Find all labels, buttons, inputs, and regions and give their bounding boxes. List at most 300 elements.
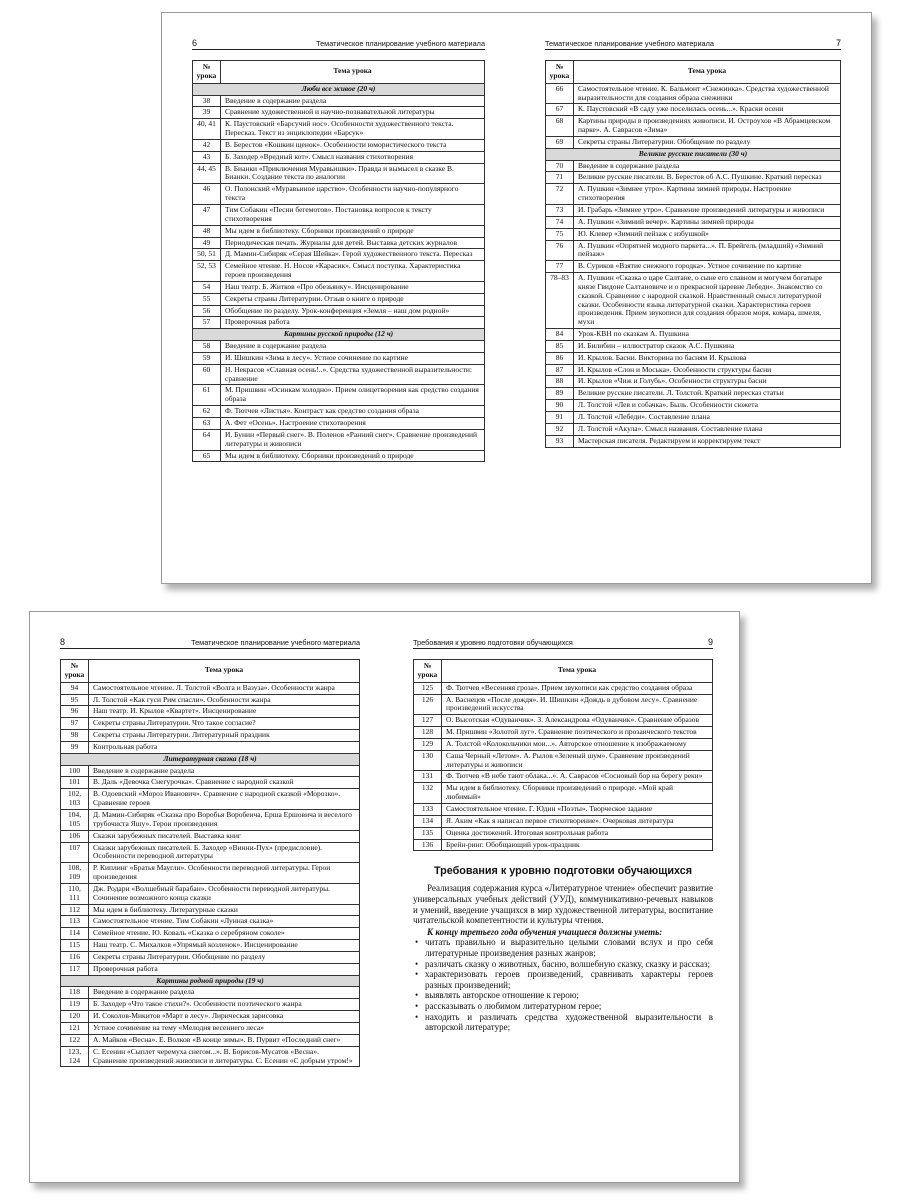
table-row	[61, 904, 360, 916]
lesson-topic: М. Пришвин «Золотой луг». Сравнение поэтического и прозаического текстов	[442, 727, 713, 739]
lesson-number: 133	[414, 803, 442, 815]
lesson-topic: Секреты страны Литературии. Обобщение по разделу	[574, 136, 841, 148]
table-row	[193, 225, 485, 237]
lesson-topic: Секреты страны Литературии. Обобщение по разделу	[89, 951, 360, 963]
lesson-number: 57	[193, 317, 221, 329]
table-row	[546, 329, 841, 341]
table-row	[61, 987, 360, 999]
lesson-number: 130	[414, 750, 442, 771]
lesson-topic: Контрольная работа	[89, 741, 360, 753]
lesson-topic: А. Толстой «Колокольчики мои...». Авторское отношение к изображаемому	[442, 738, 713, 750]
table-row	[546, 184, 841, 205]
lesson-number: 72	[546, 184, 574, 205]
section-header-row	[546, 148, 841, 160]
table-row	[61, 830, 360, 842]
table-row	[61, 789, 360, 810]
lesson-number: 48	[193, 225, 221, 237]
table-row	[546, 204, 841, 216]
lesson-number: 127	[414, 715, 442, 727]
col-header-topic: Тема урока	[89, 660, 360, 683]
col-header-topic: Тема урока	[574, 61, 841, 84]
lesson-number: 89	[546, 388, 574, 400]
lesson-number: 54	[193, 281, 221, 293]
table-row	[193, 139, 485, 151]
table-row	[414, 783, 713, 804]
lesson-topic: Введение в содержание раздела	[89, 765, 360, 777]
lesson-topic: Я. Аким «Как я написал первое стихотворение». Очерковая литература	[442, 815, 713, 827]
lesson-number: 65	[193, 450, 221, 462]
lesson-number: 59	[193, 352, 221, 364]
lesson-topic: Оценка достижений. Итоговая контрольная работа	[442, 827, 713, 839]
lesson-number: 64	[193, 429, 221, 450]
lesson-topic: Мы идем в библиотеку. Сборники произведений о природе. «Мой край любимый»	[442, 783, 713, 804]
lesson-topic: Секреты страны Литературии. Литературный праздник	[89, 730, 360, 742]
lesson-topic: О. Высотская «Одуванчик». З. Александрова «Одуванчик». Сравнение образов	[442, 715, 713, 727]
page-header	[60, 638, 360, 649]
lesson-topic: Введение в содержание раздела	[574, 160, 841, 172]
lesson-topic: А. Пушкин «Опрятней модного паркета...». П. Брейгель (младший) «Зимний пейзаж»	[574, 240, 841, 261]
table-row	[193, 261, 485, 282]
table-row	[546, 172, 841, 184]
book-spread-pages-6-7	[161, 12, 872, 584]
table-row	[61, 730, 360, 742]
table-row	[546, 364, 841, 376]
lesson-number: 126	[414, 694, 442, 715]
lesson-number: 70	[546, 160, 574, 172]
lesson-topic: И. Бунин «Первый снег». В. Поленов «Ранний снег». Сравнение произведений литературы и живописи	[221, 429, 485, 450]
table-row	[546, 83, 841, 104]
lesson-topic: Самостоятельное чтение. К. Бальмонт «Снежинка». Средства художественной выразительности для создания образа снежинки	[574, 83, 841, 104]
lesson-topic: В. Даль «Девочка Снегурочка». Сравнение с народной сказкой	[89, 777, 360, 789]
lesson-topic: К. Паустовский «Барсучий нос». Особенности художественного текста. Пересказ. Текст из энциклопедии «Барсук»	[221, 119, 485, 140]
lesson-number: 99	[61, 741, 89, 753]
lesson-topic: Самостоятельное чтение. Г. Юдин «Поэты». Творческое задание	[442, 803, 713, 815]
lesson-topic: Л. Толстой «Как гуси Рим спасли». Особенности жанра	[89, 694, 360, 706]
lesson-number: 117	[61, 963, 89, 975]
table-row	[414, 682, 713, 694]
lesson-number: 110, 111	[61, 883, 89, 904]
lesson-number: 107	[61, 842, 89, 863]
table-row	[414, 815, 713, 827]
lesson-topic: А. Фет «Осень». Настроение стихотворения	[221, 418, 485, 430]
lesson-topic: Л. Толстой «Лебеди». Составление плана	[574, 412, 841, 424]
section-title: Картины родной природы (19 ч)	[61, 975, 360, 987]
lesson-topic: А. Пушкин «Зимний вечер». Картины зимней природы	[574, 216, 841, 228]
table-row	[61, 928, 360, 940]
lesson-plan-table	[545, 60, 841, 448]
lesson-number: 49	[193, 237, 221, 249]
lesson-topic: А. Пушкин «Зимнее утро». Картины зимней природы. Настроение стихотворения	[574, 184, 841, 205]
lesson-plan-table	[60, 659, 360, 1067]
skills-list-item: • рассказывать о любимом литературном герое;	[413, 1001, 713, 1012]
lesson-number: 131	[414, 771, 442, 783]
lesson-number: 71	[546, 172, 574, 184]
table-row	[546, 240, 841, 261]
page-8	[60, 638, 360, 1067]
table-row	[546, 273, 841, 329]
table-row	[546, 104, 841, 116]
lesson-number: 101	[61, 777, 89, 789]
table-row	[61, 863, 360, 884]
lesson-number: 119	[61, 999, 89, 1011]
lesson-number: 129	[414, 738, 442, 750]
lesson-number: 98	[61, 730, 89, 742]
lesson-topic: И. Шишкин «Зима в лесу». Устное сочинение по картине	[221, 352, 485, 364]
table-row	[546, 400, 841, 412]
lesson-topic: И. Крылов. Басни. Викторина по басням И. Крылова	[574, 352, 841, 364]
lesson-number: 62	[193, 406, 221, 418]
table-row	[414, 771, 713, 783]
lesson-topic: Введение в содержание раздела	[221, 341, 485, 353]
lesson-number: 115	[61, 940, 89, 952]
lesson-topic: С. Есенин «Сыплет черемуха снегом...». В. Борисов-Мусатов «Весна». Сравнение произведений живописи и литературы. С. Есенин «С добрым утром!»	[89, 1046, 360, 1067]
lesson-number: 44, 45	[193, 163, 221, 184]
page-header	[192, 39, 485, 50]
lesson-topic: И. Соколов-Микитов «Март в лесу». Лирическая зарисовка	[89, 1011, 360, 1023]
lesson-topic: Великие русские писатели. В. Берестов об А.С. Пушкине. Краткий пересказ	[574, 172, 841, 184]
lesson-topic: А. Майков «Весна». Е. Волков «В конце зимы». В. Пурвит «Последний снег»	[89, 1034, 360, 1046]
lesson-number: 85	[546, 340, 574, 352]
table-row	[61, 940, 360, 952]
section-title: Литературная сказка (18 ч)	[61, 753, 360, 765]
skills-list-item: • различать сказку о животных, басню, волшебную сказку, сказку и рассказ;	[413, 959, 713, 970]
table-row	[61, 777, 360, 789]
lesson-number: 87	[546, 364, 574, 376]
lesson-topic: Периодическая печать. Журналы для детей. Выставка детских журналов	[221, 237, 485, 249]
lesson-topic: И. Крылов «Слон и Моська». Особенности структуры басни	[574, 364, 841, 376]
lesson-number: 104, 105	[61, 809, 89, 830]
lesson-number: 113	[61, 916, 89, 928]
table-row	[546, 412, 841, 424]
lesson-number: 102, 103	[61, 789, 89, 810]
section-title: Люби все живое (20 ч)	[193, 83, 485, 95]
lesson-number: 43	[193, 151, 221, 163]
table-row	[61, 951, 360, 963]
col-header-lesson-number: № урока	[61, 660, 89, 683]
table-row	[546, 116, 841, 137]
lesson-number: 92	[546, 423, 574, 435]
lesson-number: 106	[61, 830, 89, 842]
table-row	[193, 317, 485, 329]
lesson-number: 74	[546, 216, 574, 228]
table-row	[546, 352, 841, 364]
col-header-lesson-number: № урока	[546, 61, 574, 84]
lesson-topic: В. Суриков «Взятие снежного городка». Устное сочинение по картине	[574, 261, 841, 273]
lesson-topic: Семейное чтение. Н. Носов «Карасик». Смысл поступка. Характеристика героев произведения	[221, 261, 485, 282]
lesson-topic: Наш театр. С. Михалков «Упрямый козленок». Инсценирование	[89, 940, 360, 952]
lesson-number: 96	[61, 706, 89, 718]
lesson-topic: Наш театр. И. Крылов «Квартет». Инсценирование	[89, 706, 360, 718]
table-row	[546, 228, 841, 240]
lesson-number: 69	[546, 136, 574, 148]
table-row	[61, 682, 360, 694]
lesson-number: 60	[193, 364, 221, 385]
lesson-number: 58	[193, 341, 221, 353]
lesson-number: 73	[546, 204, 574, 216]
lesson-topic: Л. Толстой «Лев и собачка». Быль. Особенности сюжета	[574, 400, 841, 412]
lesson-number: 120	[61, 1011, 89, 1023]
table-row	[193, 119, 485, 140]
lesson-topic: В. Одоевский «Мороз Иванович». Сравнение с народной сказкой «Морозко». Сравнение героев	[89, 789, 360, 810]
lesson-number: 132	[414, 783, 442, 804]
table-row	[61, 1046, 360, 1067]
table-row	[61, 842, 360, 863]
lesson-number: 55	[193, 293, 221, 305]
table-row	[193, 95, 485, 107]
lesson-number: 114	[61, 928, 89, 940]
lesson-number: 61	[193, 385, 221, 406]
lesson-topic: Обобщение по разделу. Урок-конференция «Земля – наш дом родной»	[221, 305, 485, 317]
lesson-topic: Сравнение художественной и научно-познавательной литературы	[221, 107, 485, 119]
lesson-topic: Л. Толстой «Акула». Смысл названия. Составление плана	[574, 423, 841, 435]
running-title: Тематическое планирование учебного материала	[191, 638, 360, 647]
page-header	[545, 39, 841, 50]
table-row	[193, 406, 485, 418]
lesson-topic: Великие русские писатели. Л. Толстой. Краткий пересказ статьи	[574, 388, 841, 400]
table-row	[546, 435, 841, 447]
table-row	[546, 340, 841, 352]
table-row	[193, 305, 485, 317]
table-row	[61, 1011, 360, 1023]
lesson-topic: В. Берестов «Кошкин щенок». Особенности юмористического текста	[221, 139, 485, 151]
running-title: Тематическое планирование учебного материала	[316, 39, 485, 48]
lesson-number: 95	[61, 694, 89, 706]
lesson-topic: Картины природы в произведениях живописи. И. Остроухов «В Абрамцевском парке». А. Саврасов «Зима»	[574, 116, 841, 137]
lesson-number: 123, 124	[61, 1046, 89, 1067]
lesson-number: 75	[546, 228, 574, 240]
lesson-number: 84	[546, 329, 574, 341]
lesson-topic: Секреты страны Литературии. Что такое согласие?	[89, 718, 360, 730]
table-row	[193, 418, 485, 430]
table-row	[193, 352, 485, 364]
col-header-topic: Тема урока	[221, 61, 485, 84]
skills-list-item: • читать правильно и выразительно целыми словами вслух и про себя литературные произведения разных жанров;	[413, 937, 713, 958]
lesson-number: 134	[414, 815, 442, 827]
table-row	[61, 1034, 360, 1046]
table-row	[61, 916, 360, 928]
table-row	[414, 738, 713, 750]
table-row	[193, 341, 485, 353]
table-row	[61, 765, 360, 777]
page-header	[413, 638, 713, 649]
lesson-topic: Сказки зарубежных писателей. Выставка книг	[89, 830, 360, 842]
section-header-row	[193, 83, 485, 95]
table-row	[414, 827, 713, 839]
table-row	[193, 385, 485, 406]
table-row	[193, 293, 485, 305]
lesson-topic: Д. Мамин-Сибиряк «Сказка про Воробья Воробеича, Ерша Ершовича и веселого трубочиста Яшу». Герои произведения	[89, 809, 360, 830]
lesson-topic: Введение в содержание раздела	[89, 987, 360, 999]
lesson-topic: Р. Киплинг «Братья Маугли». Особенности переводной литературы. Герои произведения	[89, 863, 360, 884]
table-row	[193, 429, 485, 450]
table-row	[61, 809, 360, 830]
lesson-number: 68	[546, 116, 574, 137]
lesson-number: 135	[414, 827, 442, 839]
table-row	[193, 237, 485, 249]
table-row	[61, 694, 360, 706]
table-row	[414, 727, 713, 739]
lesson-topic: А. Пушкин «Сказка о царе Салтане, о сыне его славном и могучем богатыре князе Гвидоне Салтановиче и о прекрасной царевне Лебеди». Знакомство со сказкой. Сравнение с народной сказкой. Нравственный смысл литературной сказки. Особенности языка литературной сказки. Характеристика героев произведения. Прием звукописи для создания образов моря, комара, шмеля, мухи	[574, 273, 841, 329]
book-spread-pages-8-9	[29, 611, 740, 1183]
page-6	[192, 39, 485, 462]
skills-list-item: • выявлять авторское отношение к герою;	[413, 990, 713, 1001]
lesson-number: 100	[61, 765, 89, 777]
table-row	[546, 388, 841, 400]
section-header-row	[61, 753, 360, 765]
table-row	[193, 184, 485, 205]
skills-list-item: • характеризовать героев произведений, сравнивать характеры героев разных произведений;	[413, 969, 713, 990]
table-row	[193, 281, 485, 293]
lesson-number: 77	[546, 261, 574, 273]
page-number: 6	[192, 38, 198, 48]
section-header-row	[193, 329, 485, 341]
lesson-number: 39	[193, 107, 221, 119]
lesson-number: 76	[546, 240, 574, 261]
table-row	[61, 741, 360, 753]
lesson-topic: Ю. Клевер «Зимний пейзаж с избушкой»	[574, 228, 841, 240]
table-row	[61, 883, 360, 904]
lesson-topic: Ф. Тютчев «Весенняя гроза». Прием звукописи как средство создания образа	[442, 682, 713, 694]
lesson-topic: И. Билибин – иллюстратор сказок А.С. Пушкина	[574, 340, 841, 352]
table-row	[193, 364, 485, 385]
lesson-number: 50, 51	[193, 249, 221, 261]
lesson-topic: Н. Некрасов «Славная осень!..». Средства художественной выразительности: сравнение	[221, 364, 485, 385]
lesson-number: 112	[61, 904, 89, 916]
lesson-number: 108, 109	[61, 863, 89, 884]
lesson-topic: Наш театр. Б. Житков «Про обезьянку». Инсценирование	[221, 281, 485, 293]
lesson-number: 40, 41	[193, 119, 221, 140]
table-row	[414, 803, 713, 815]
lesson-topic: И. Грабарь «Зимнее утро». Сравнение произведений литературы и живописи	[574, 204, 841, 216]
page-7	[545, 39, 841, 448]
lesson-topic: М. Пришвин «Осинкам холодно». Прием олицетворения как средство создания образа	[221, 385, 485, 406]
lesson-topic: Семейное чтение. Ю. Коваль «Сказка о серебряном соколе»	[89, 928, 360, 940]
lesson-topic: Мы идем в библиотеку. Сборники произведений о природе	[221, 225, 485, 237]
lesson-topic: Ф. Тютчев «Листья». Контраст как средство создания образа	[221, 406, 485, 418]
table-row	[193, 107, 485, 119]
lesson-number: 90	[546, 400, 574, 412]
table-row	[61, 1023, 360, 1035]
table-row	[193, 450, 485, 462]
lesson-topic: Введение в содержание раздела	[221, 95, 485, 107]
table-row	[61, 999, 360, 1011]
running-title: Требования к уровню подготовки обучающихся	[413, 638, 573, 647]
table-row	[414, 694, 713, 715]
table-row	[414, 750, 713, 771]
lesson-topic: Секреты страны Литературии. Отзыв о книге о природе	[221, 293, 485, 305]
table-row	[546, 160, 841, 172]
lesson-number: 67	[546, 104, 574, 116]
lesson-topic: Дж. Родари «Волшебный барабан». Особенности переводной литературы. Сочинение возможного конца сказки	[89, 883, 360, 904]
table-row	[414, 839, 713, 851]
lesson-number: 52, 53	[193, 261, 221, 282]
skills-subheading: К концу третьего года обучения учащиеся должны уметь:	[427, 926, 663, 937]
lesson-topic: О. Полонский «Муравьиное царство». Особенности научно-популярного текста	[221, 184, 485, 205]
table-row	[546, 216, 841, 228]
lesson-topic: Д. Мамин-Сибиряк «Серая Шейка». Герой художественного текста. Пересказ	[221, 249, 485, 261]
section-header-row	[61, 975, 360, 987]
table-row	[414, 715, 713, 727]
page-number: 8	[60, 637, 66, 647]
lesson-topic: Брейн-ринг. Обобщающий урок-праздник	[442, 839, 713, 851]
lesson-topic: Устное сочинение на тему «Мелодия весеннего леса»	[89, 1023, 360, 1035]
lesson-topic: Мастерская писателя. Редактируем и корректируем текст	[574, 435, 841, 447]
section-heading: Требования к уровню подготовки обучающихся	[433, 865, 693, 878]
col-header-lesson-number: № урока	[414, 660, 442, 683]
lesson-topic: Самостоятельное чтение. Тим Собакин «Лунная сказка»	[89, 916, 360, 928]
lesson-number: 86	[546, 352, 574, 364]
table-row	[546, 136, 841, 148]
intro-paragraph: Реализация содержания курса «Литературное чтение» обеспечит развитие универсальных учебных действий (УУД), коммуникативно-речевых навыков и умений, введение учащихся в мир художественной литературы, воспитание читательской компетентности и культуры чтения.	[413, 883, 713, 926]
page-number: 9	[707, 637, 713, 647]
lesson-topic: И. Крылов «Чиж и Голубь». Особенности структуры басни	[574, 376, 841, 388]
lesson-number: 125	[414, 682, 442, 694]
lesson-topic: Б. Заходер «Вредный кот». Смысл названия стихотворения	[221, 151, 485, 163]
skills-list	[413, 937, 713, 1032]
lesson-topic: Б. Заходер «Что такое стихи?». Особенности поэтического жанра	[89, 999, 360, 1011]
table-row	[193, 204, 485, 225]
lesson-topic: Тим Собакин «Песни бегемотов». Постановка вопросов к тексту стихотворения	[221, 204, 485, 225]
lesson-number: 47	[193, 204, 221, 225]
lesson-topic: Проверочная работа	[89, 963, 360, 975]
col-header-lesson-number: № урока	[193, 61, 221, 84]
lesson-topic: Проверочная работа	[221, 317, 485, 329]
lesson-number: 63	[193, 418, 221, 430]
lesson-number: 91	[546, 412, 574, 424]
section-title: Великие русские писатели (30 ч)	[546, 148, 841, 160]
lesson-number: 136	[414, 839, 442, 851]
lesson-number: 121	[61, 1023, 89, 1035]
col-header-topic: Тема урока	[442, 660, 713, 683]
lesson-number: 66	[546, 83, 574, 104]
lesson-topic: Самостоятельное чтение. Л. Толстой «Волга и Вазуза». Особенности жанра	[89, 682, 360, 694]
table-row	[61, 706, 360, 718]
table-row	[546, 423, 841, 435]
lesson-topic: Ф. Тютчев «В небе тают облака...». А. Саврасов «Сосновый бор на берегу реки»	[442, 771, 713, 783]
lesson-number: 46	[193, 184, 221, 205]
table-row	[61, 718, 360, 730]
lesson-number: 93	[546, 435, 574, 447]
table-row	[546, 376, 841, 388]
lesson-topic: Саша Черный «Летом». А. Рылов «Зеленый шум». Сравнение произведений литературы и живописи	[442, 750, 713, 771]
lesson-topic: Урок-КВН по сказкам А. Пушкина	[574, 329, 841, 341]
lesson-topic: А. Васнецов «После дождя». И. Шишкин «Дождь в дубовом лесу». Сравнение произведений искусства	[442, 694, 713, 715]
lesson-plan-table	[413, 659, 713, 851]
lesson-number: 128	[414, 727, 442, 739]
lesson-number: 56	[193, 305, 221, 317]
lesson-number: 116	[61, 951, 89, 963]
skills-list-item: • находить и различать средства художественной выразительности в авторской литературе;	[413, 1012, 713, 1033]
lesson-topic: Сказки зарубежных писателей. Б. Заходер «Винни-Пух» (предисловие). Особенности переводной литературы	[89, 842, 360, 863]
lesson-number: 122	[61, 1034, 89, 1046]
lesson-number: 94	[61, 682, 89, 694]
lesson-number: 38	[193, 95, 221, 107]
lesson-topic: К. Паустовский «В саду уже поселилась осень...». Краски осени	[574, 104, 841, 116]
lesson-number: 42	[193, 139, 221, 151]
table-row	[546, 261, 841, 273]
lesson-number: 78–83	[546, 273, 574, 329]
page-9	[413, 638, 713, 1033]
lesson-plan-table	[192, 60, 485, 462]
table-row	[193, 163, 485, 184]
table-row	[61, 963, 360, 975]
table-row	[193, 249, 485, 261]
lesson-topic: Мы идем в библиотеку. Сборники произведений о природе	[221, 450, 485, 462]
lesson-topic: В. Бианки «Приключения Муравьишки». Правда и вымысел в сказке В. Бианки. Создание текста по аналогии	[221, 163, 485, 184]
lesson-number: 88	[546, 376, 574, 388]
lesson-number: 118	[61, 987, 89, 999]
page-number: 7	[835, 38, 841, 48]
